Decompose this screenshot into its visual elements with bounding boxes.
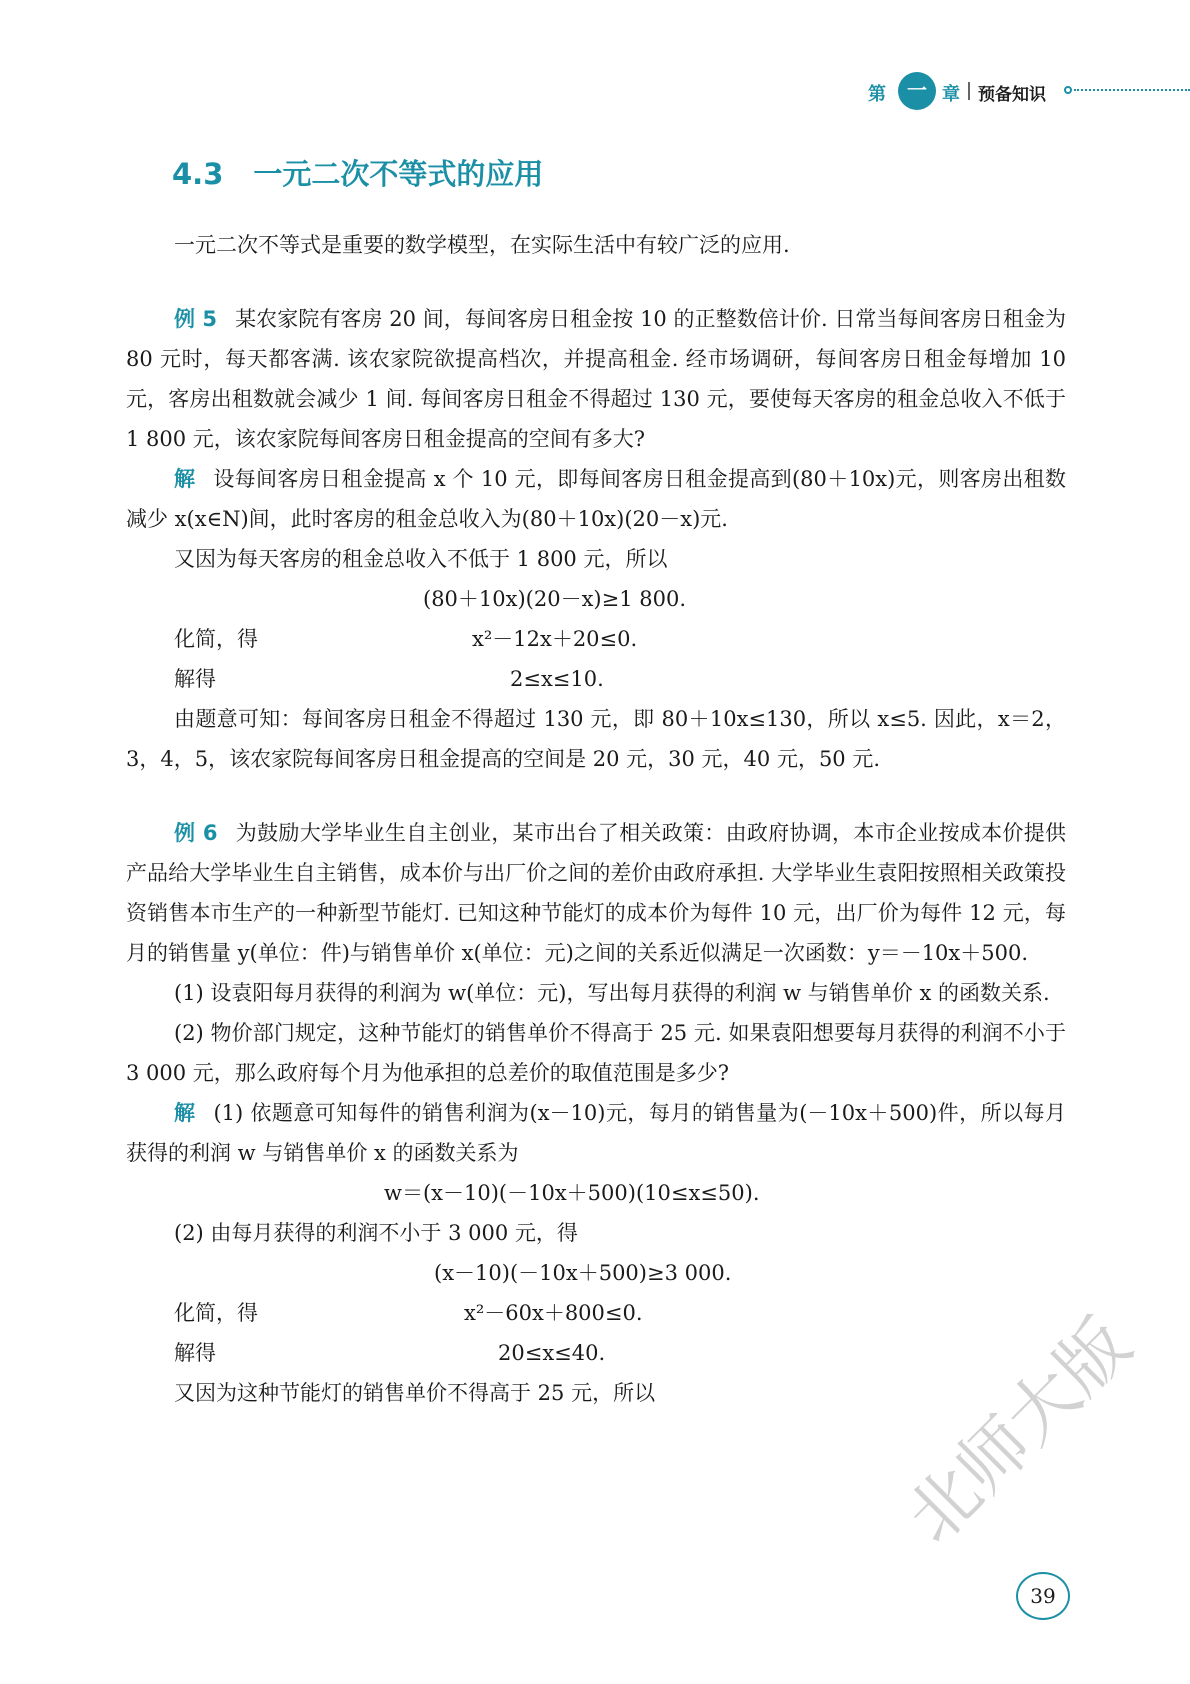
example6-eq3: 化简，得 x²－60x＋800≤0. (174, 1301, 643, 1325)
example6-question-2: (2) 物价部门规定，这种节能灯的销售单价不得高于 25 元. 如果袁阳想要每月获得的利润不小于 3 000 元，那么政府每个月为他承担的总差价的取值范围是多少? (126, 1021, 1066, 1085)
example5-conclusion: 由题意可知：每间客房日租金不得超过 130 元，即 80＋10x≤130，所以 x≤5. 因此，x＝2，3，4，5，该农家院每间客房日租金提高的空间是 20 元，30 元，40 元，50 元. (126, 707, 1066, 771)
example6-solution-1: 解 (1) 依题意可知每件的销售利润为(x－10)元，每月的销售量为(－10x＋500)件，所以每月获得的利润 w 与销售单价 x 的函数关系为 (126, 1101, 1067, 1165)
section-number: 4.3 (172, 157, 224, 191)
watermark: 北师大版 (890, 1302, 1147, 1559)
example6-eq1: w＝(x－10)(－10x＋500)(10≤x≤50). (384, 1181, 760, 1205)
example5-label: 例 5 (174, 307, 218, 331)
example6-eq2: (x－10)(－10x＋500)≥3 000. (434, 1261, 732, 1285)
example6-eq4: 解得 20≤x≤40. (174, 1341, 606, 1365)
solution-label: 解 (174, 1101, 196, 1125)
example5-solution-1: 解 设每间客房日租金提高 x 个 10 元，即每间客房日租金提高到(80＋10x)元，则客房出租数减少 x(x∈N)间，此时客房的租金总收入为(80＋10x)(20－x)元. (126, 467, 1067, 531)
chapter-title: 预备知识 (978, 85, 1046, 105)
intro-paragraph: 一元二次不等式是重要的数学模型，在实际生活中有较广泛的应用. (174, 233, 790, 257)
example6-problem: 例 6 为鼓励大学毕业生自主创业，某市出台了相关政策：由政府协调，本市企业按成本价提供产品给大学毕业生自主销售，成本价与出厂价之间的差价由政府承担. 大学毕业生袁阳按照相关政策投资销售本市生产的一种新型节能灯. 已知这种节能灯的成本价为每件 10 元，出厂价为每件 12 元，每月的销售量 y(单位：件)与销售单价 x(单位：元)之间的关系近似满足一次函数：y＝－10x＋500. (126, 821, 1066, 965)
chapter-prefix: 第 (868, 84, 886, 105)
section-heading (172, 152, 543, 193)
header-dot (1064, 86, 1072, 94)
header-dotted-line (1074, 89, 1190, 91)
example6-question-1: (1) 设袁阳每月获得的利润为 w(单位：元)，写出每月获得的利润 w 与销售单价 x 的函数关系. (174, 981, 1050, 1005)
example5-eq2: 化简，得 x²－12x＋20≤0. (174, 627, 638, 651)
chapter-suffix: 章 (942, 84, 960, 105)
example6-solution-2: (2) 由每月获得的利润不小于 3 000 元，得 (174, 1221, 578, 1245)
section-title: 一元二次不等式的应用 (253, 157, 544, 191)
example5-eq3: 解得 2≤x≤10. (174, 667, 604, 691)
example5-solution-2: 又因为每天客房的租金总收入不低于 1 800 元，所以 (174, 547, 668, 571)
solution-label: 解 (174, 467, 196, 491)
chapter-number-badge: 一 (898, 72, 936, 110)
page-number: 39 (1016, 1572, 1070, 1620)
chapter-header (860, 72, 1190, 112)
example5-eq1: (80＋10x)(20－x)≥1 800. (423, 587, 687, 611)
example6-solution-3: 又因为这种节能灯的销售单价不得高于 25 元，所以 (174, 1381, 656, 1405)
header-divider (968, 82, 970, 100)
page-content (126, 225, 1066, 1413)
example5-problem: 例 5 某农家院有客房 20 间，每间客房日租金按 10 的正整数倍计价. 日常当每间客房日租金为 80 元时，每天都客满. 该农家院欲提高档次，并提高租金. 经市场调研，每间客房日租金每增加 10 元，客房出租数就会减少 1 间. 每间客房日租金不得超过 130 元，要使每天客房的租金总收入不低于 1 800 元，该农家院每间客房日租金提高的空间有多大? (126, 307, 1066, 451)
example6-label: 例 6 (174, 821, 218, 845)
